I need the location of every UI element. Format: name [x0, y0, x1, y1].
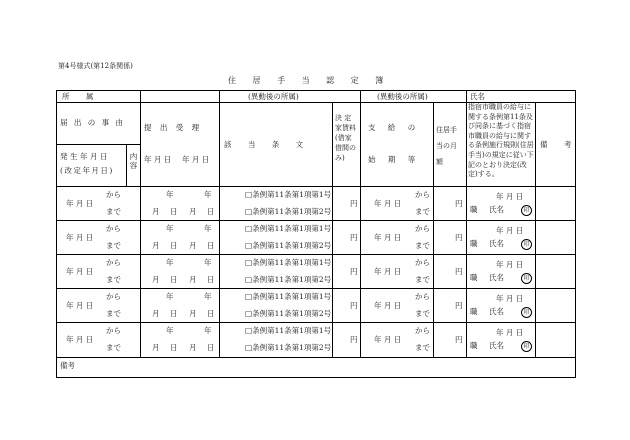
article-checkbox-1: □条例第11条第1項第1号: [245, 224, 332, 233]
from-label: から: [415, 258, 430, 267]
housing-monthly-header: 住居手 当の月 額: [436, 126, 457, 166]
yen-label: 円: [455, 267, 463, 276]
month-day-label: 日: [170, 309, 178, 318]
yen-label: 円: [350, 267, 358, 276]
year-label: 年: [204, 190, 212, 199]
from-label: から: [106, 224, 121, 233]
until-label: まで: [415, 309, 430, 318]
from-label: から: [106, 326, 121, 335]
content-header: 内容: [129, 152, 138, 170]
month-day-label: 月: [189, 275, 197, 284]
month-day-label: 日: [170, 241, 178, 250]
date-label: 年 月 日: [374, 199, 402, 208]
date-label: 年 月 日: [66, 301, 94, 310]
post-label: 職: [470, 341, 478, 350]
until-label: まで: [106, 241, 121, 250]
yen-label: 円: [350, 301, 358, 310]
from-label: から: [106, 258, 121, 267]
until-label: まで: [106, 309, 121, 318]
date-label: 年 月 日: [374, 335, 402, 344]
name-label: 氏名: [489, 307, 504, 316]
seal-mark: 印: [521, 307, 532, 318]
year-label: 年: [204, 292, 212, 301]
year-label: 年: [166, 258, 174, 267]
post-label: 職: [470, 307, 478, 316]
decision-date-label: 年 月 日: [496, 260, 524, 269]
month-day-label: 月: [152, 343, 160, 352]
yen-label: 円: [350, 233, 358, 242]
date-label: 年 月 日: [374, 233, 402, 242]
revise-date-header: (改定年月日): [60, 166, 114, 175]
yen-label: 円: [455, 335, 463, 344]
article-checkbox-1: □条例第11条第1項第1号: [245, 326, 332, 335]
decision-date-label: 年 月 日: [496, 294, 524, 303]
from-label: から: [415, 326, 430, 335]
article-checkbox-1: □条例第11条第1項第1号: [245, 190, 332, 199]
seal-mark: 印: [521, 273, 532, 284]
name-label: 氏名: [489, 205, 504, 214]
yen-label: 円: [350, 335, 358, 344]
until-label: まで: [106, 343, 121, 352]
name-label: 氏名: [489, 239, 504, 248]
until-label: まで: [106, 207, 121, 216]
month-day-label: 月: [152, 207, 160, 216]
month-day-label: 月: [152, 241, 160, 250]
month-day-label: 月: [189, 309, 197, 318]
submit-date-header: 年 月 日: [144, 155, 172, 164]
post-label: 職: [470, 273, 478, 282]
article-checkbox-2: □条例第11条第1項第2号: [245, 241, 332, 250]
article-checkbox-1: □条例第11条第1項第1号: [245, 292, 332, 301]
month-day-label: 日: [207, 241, 215, 250]
form-label: 第4号様式(第12条関係): [58, 62, 133, 70]
applicable-article-header: 該 当 条 文: [224, 140, 311, 149]
from-label: から: [415, 292, 430, 301]
date-label: 年 月 日: [374, 301, 402, 310]
month-day-label: 日: [207, 343, 215, 352]
post-label: 職: [470, 239, 478, 248]
date-label: 年 月 日: [374, 267, 402, 276]
until-label: まで: [415, 275, 430, 284]
article-checkbox-2: □条例第11条第1項第2号: [245, 343, 332, 352]
month-day-label: 日: [207, 275, 215, 284]
month-day-label: 日: [170, 207, 178, 216]
until-label: まで: [415, 343, 430, 352]
year-label: 年: [166, 224, 174, 233]
month-day-label: 日: [170, 343, 178, 352]
from-label: から: [106, 292, 121, 301]
payment-start-header: 支 給 の: [368, 123, 421, 132]
month-day-label: 月: [189, 241, 197, 250]
statement-text: 指宿市職員の給与に関する条例第11条及び同条に基づく指宿市職員の給与に関する条例施行規則(住居手当)の規定に従い下記のとおり決定(改定)する。: [468, 103, 534, 179]
year-label: 年: [166, 292, 174, 301]
date-label: 年 月 日: [66, 267, 94, 276]
yen-label: 円: [455, 199, 463, 208]
start-period-header: 始 期 等: [368, 155, 421, 164]
receive-date-header: 年 月 日: [182, 155, 210, 164]
date-label: 年 月 日: [66, 233, 94, 242]
submit-receive-header: 提 出 受 理: [144, 123, 203, 132]
affiliation-header: 所 属: [62, 92, 101, 101]
decided-rent-header: 決 定 家賃料 (借家 借間の み): [335, 114, 356, 162]
decision-date-label: 年 月 日: [496, 328, 524, 337]
after-move-header-2: (異動後の所属): [377, 92, 428, 101]
yen-label: 円: [455, 233, 463, 242]
month-day-label: 日: [207, 207, 215, 216]
after-move-header-1: (異動後の所属): [248, 92, 299, 101]
report-reason-header: 届 出 の 事 由: [60, 118, 126, 127]
month-day-label: 月: [152, 309, 160, 318]
date-label: 年 月 日: [66, 335, 94, 344]
decision-date-label: 年 月 日: [496, 226, 524, 235]
month-day-label: 月: [152, 275, 160, 284]
article-checkbox-2: □条例第11条第1項第2号: [245, 275, 332, 284]
month-day-label: 日: [170, 275, 178, 284]
seal-mark: 印: [521, 239, 532, 250]
remarks-column-header: 備 考: [540, 140, 579, 149]
until-label: まで: [415, 207, 430, 216]
month-day-label: 月: [189, 343, 197, 352]
month-day-label: 月: [189, 207, 197, 216]
seal-mark: 印: [521, 341, 532, 352]
article-checkbox-2: □条例第11条第1項第2号: [245, 309, 332, 318]
name-header: 氏名: [470, 92, 485, 101]
year-label: 年: [204, 258, 212, 267]
from-label: から: [415, 224, 430, 233]
seal-mark: 印: [521, 205, 532, 216]
date-label: 年 月 日: [66, 199, 94, 208]
year-label: 年: [204, 326, 212, 335]
occur-date-header: 発生年月日: [60, 152, 110, 161]
decision-date-label: 年 月 日: [496, 192, 524, 201]
article-checkbox-2: □条例第11条第1項第2号: [245, 207, 332, 216]
until-label: まで: [106, 275, 121, 284]
year-label: 年: [166, 326, 174, 335]
name-label: 氏名: [489, 273, 504, 282]
month-day-label: 日: [207, 309, 215, 318]
name-label: 氏名: [489, 341, 504, 350]
from-label: から: [106, 190, 121, 199]
from-label: から: [415, 190, 430, 199]
article-checkbox-1: □条例第11条第1項第1号: [245, 258, 332, 267]
page-title: 住 居 手 当 認 定 簿: [228, 76, 391, 85]
post-label: 職: [470, 205, 478, 214]
until-label: まで: [415, 241, 430, 250]
year-label: 年: [204, 224, 212, 233]
year-label: 年: [166, 190, 174, 199]
remarks-footer: 備考: [60, 361, 75, 370]
yen-label: 円: [350, 199, 358, 208]
yen-label: 円: [455, 301, 463, 310]
